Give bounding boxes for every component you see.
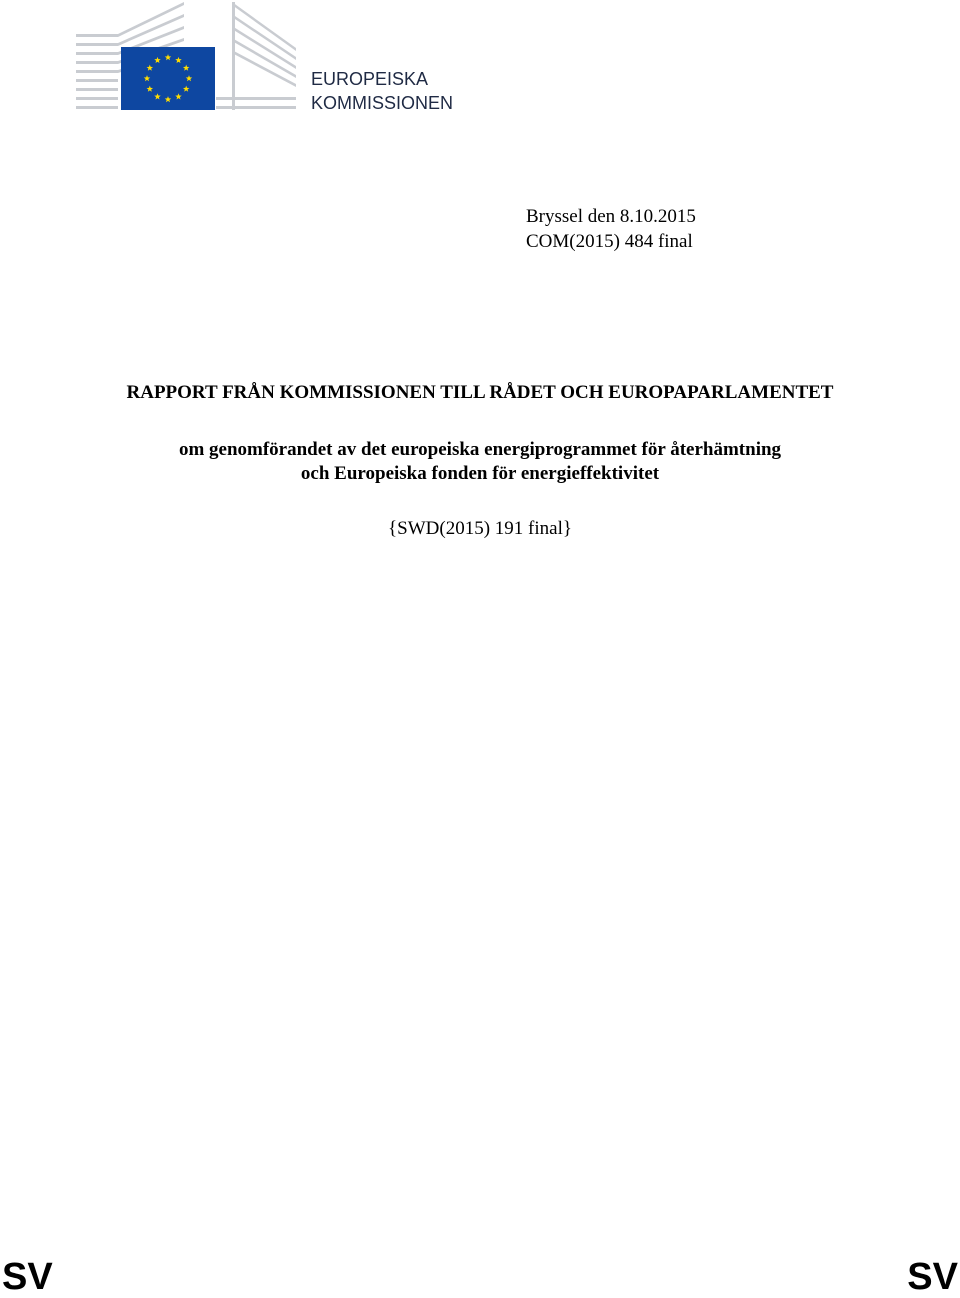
place-date: Bryssel den 8.10.2015 (526, 206, 696, 227)
language-code-right: SV (907, 1256, 958, 1298)
document-meta (526, 204, 696, 254)
subtitle-line2: och Europeiska fonden för energieffektivitet (300, 463, 660, 484)
organisation-name (311, 67, 453, 115)
document-title: RAPPORT FRÅN KOMMISSIONEN TILL RÅDET OCH EUROPAPARLAMENTET (126, 382, 834, 403)
document-reference: COM(2015) 484 final (526, 231, 693, 252)
related-document-reference: {SWD(2015) 191 final} (388, 518, 572, 539)
subtitle-line1: om genomförandet av det europeiska energiprogrammet för återhämtning (178, 439, 782, 460)
organisation-name-line2: KOMMISSIONEN (311, 93, 454, 113)
eu-commission-logo-icon (76, 2, 296, 110)
document-subtitle (0, 438, 960, 486)
language-code-left: SV (2, 1256, 53, 1298)
organisation-name-line1: EUROPEISKA (311, 69, 429, 89)
